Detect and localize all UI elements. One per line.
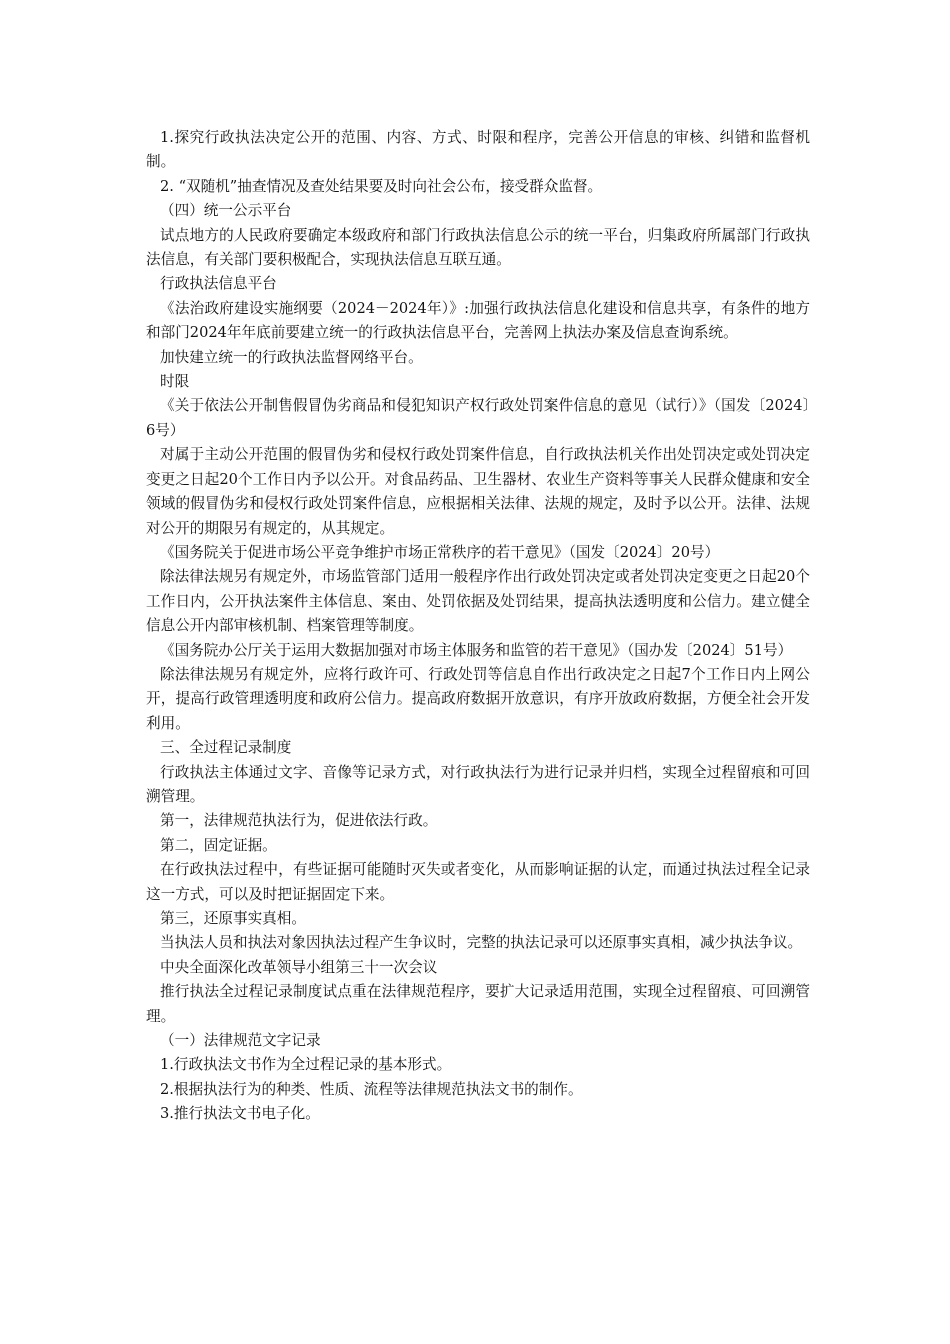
section-heading-full-record: 三、全过程记录制度 xyxy=(160,739,292,757)
subheading-time-limit: 时限 xyxy=(160,373,190,391)
document-body xyxy=(146,126,810,1127)
paragraph-14: 除法律法规另有规定外，应将行政许可、行政处罚等信息自作出行政决定之日起7个工作日内上网公开，提高行政管理透明度和政府公信力。提高政府数据开放意识，有序开放政府数据，方便全社会开发利用。 xyxy=(146,665,810,732)
paragraph-9: 《关于依法公开制售假冒伪劣商品和侵犯知识产权行政处罚案件信息的意见（试行）》（国发〔2024〕6号） xyxy=(146,397,810,439)
section-heading-platform: （四）统一公示平台 xyxy=(160,202,292,220)
paragraph-25: 1.行政执法文书作为全过程记录的基本形式。 xyxy=(160,1056,452,1074)
subheading-text-record: （一）法律规范文字记录 xyxy=(160,1032,321,1050)
paragraph-7: 加快建立统一的行政执法监督网络平台。 xyxy=(160,348,423,366)
paragraph-12: 除法律法规另有规定外，市场监管部门适用一般程序作出行政处罚决定或者处罚决定变更之日起20个工作日内，公开执法案件主体信息、案由、处罚依据及处罚结果，提高执法透明度和公信力。建立健全信息公开内部审核机制、档案管理等制度。 xyxy=(146,568,810,635)
paragraph-17: 第一，法律规范执法行为，促进依法行政。 xyxy=(160,812,438,830)
paragraph-22: 中央全面深化改革领导小组第三十一次会议 xyxy=(160,958,438,976)
paragraph-2: 2. “双随机”抽查情况及查处结果要及时向社会公布，接受群众监督。 xyxy=(160,177,603,195)
paragraph-19: 在行政执法过程中，有些证据可能随时灭失或者变化，从而影响证据的认定，而通过执法过程全记录这一方式，可以及时把证据固定下来。 xyxy=(146,861,810,903)
paragraph-27: 3.推行执法文书电子化。 xyxy=(160,1105,320,1123)
paragraph-18: 第二，固定证据。 xyxy=(160,836,277,854)
paragraph-6: 《法治政府建设实施纲要（2024－2024年）》:加强行政执法信息化建设和信息共享，有条件的地方和部门2024年年底前要建立统一的行政执法信息平台，完善网上执法办案及信息查询系统。 xyxy=(146,299,810,342)
paragraph-10: 对属于主动公开范围的假冒伪劣和侵权行政处罚案件信息，自行政执法机关作出处罚决定或处罚决定变更之日起20个工作日内予以公开。对食品药品、卫生器材、农业生产资料等事关人民群众健康和安全领域的假冒伪劣和侵权行政处罚案件信息，应根据相关法律、法规的规定，及时予以公开。法律、法规对公开的期限另有规定的，从其规定。 xyxy=(146,446,810,537)
paragraph-26: 2.根据执法行为的种类、性质、流程等法律规范执法文书的制作。 xyxy=(160,1080,583,1098)
paragraph-4: 试点地方的人民政府要确定本级政府和部门行政执法信息公示的统一平台，归集政府所属部门行政执法信息，有关部门要积极配合，实现执法信息互联互通。 xyxy=(146,226,810,269)
paragraph-23: 推行执法全过程记录制度试点重在法律规范程序，要扩大记录适用范围，实现全过程留痕、可回溯管理。 xyxy=(146,983,810,1025)
paragraph-20: 第三，还原事实真相。 xyxy=(160,910,306,927)
paragraph-21: 当执法人员和执法对象因执法过程产生争议时，完整的执法记录可以还原事实真相，减少执法争议。 xyxy=(160,934,803,952)
paragraph-13: 《国务院办公厅关于运用大数据加强对市场主体服务和监管的若干意见》（国办发〔2024〕51号） xyxy=(160,641,793,659)
paragraph-16: 行政执法主体通过文字、音像等记录方式，对行政执法行为进行记录并归档，实现全过程留痕和可回溯管理。 xyxy=(146,763,810,805)
paragraph-11: 《国务院关于促进市场公平竞争维护市场正常秩序的若干意见》（国发〔2024〕20号） xyxy=(160,543,720,561)
paragraph-1: 1.探究行政执法决定公开的范围、内容、方式、时限和程序，完善公开信息的审核、纠错和监督机制。 xyxy=(146,129,810,171)
subheading-info-platform: 行政执法信息平台 xyxy=(160,275,277,293)
